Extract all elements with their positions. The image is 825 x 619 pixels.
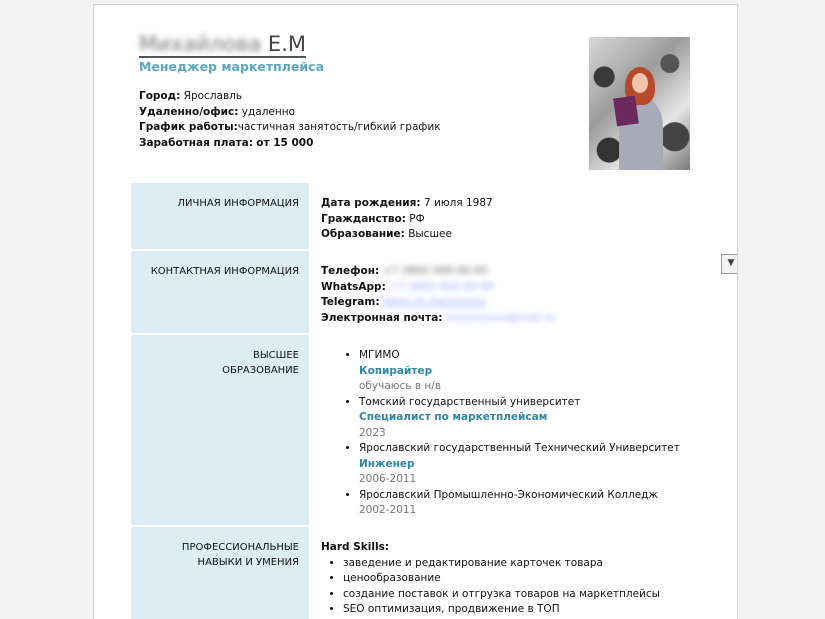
section-label: ПРОФЕССИОНАЛЬНЫЕ НАВЫКИ И УМЕНИЯ bbox=[131, 527, 309, 619]
list-item: • создание поставок и отгрузка товаров на маркетплейсы bbox=[343, 587, 701, 603]
resume-table bbox=[131, 181, 735, 619]
skills-list bbox=[321, 556, 701, 618]
section-label: КОНТАКТНАЯ ИНФОРМАЦИЯ bbox=[131, 251, 309, 333]
job-title: Менеджер маркетплейса bbox=[139, 59, 325, 74]
candidate-name: Михайлова Е.М bbox=[139, 32, 306, 56]
skills-row: ПРОФЕССИОНАЛЬНЫЕ НАВЫКИ И УМЕНИЯ Hard Skills: • заведение и редактирование карточек товара • ценообразование • создание поставок и отгрузка товаров на маркетплейсы • SEO оптимизация, продвижение в ТОП bbox=[131, 525, 701, 619]
personal-info-row: ЛИЧНАЯ ИНФОРМАЦИЯ Дата рождения: 7 июля 1987 Гражданство: РФ Образование: Высшее bbox=[131, 181, 701, 249]
list-item: • МГИМО Копирайтер обучаюсь в н/в bbox=[359, 348, 701, 395]
education-list bbox=[321, 348, 701, 519]
contact-info-row: КОНТАКТНАЯ ИНФОРМАЦИЯ Телефон: +7 (900) 000-00-00 WhatsApp: +7 (900) 000-00-00 Telegram: https://t.me/xxxxxx Электронная почта: xxxxxxxxxx@mail.ru ▼ bbox=[131, 249, 701, 333]
email-link[interactable]: xxxxxxxxxx@mail.ru bbox=[445, 311, 556, 324]
list-item: • Ярославский Промышленно-Экономический Колледж 2002-2011 bbox=[359, 488, 701, 519]
list-item: • ценообразование bbox=[343, 571, 701, 587]
list-item: • заведение и редактирование карточек товара bbox=[343, 556, 701, 572]
education-row bbox=[131, 333, 701, 525]
list-item: • Томский государственный университет Специалист по маркетплейсам 2023 bbox=[359, 395, 701, 442]
triangle-down-icon[interactable]: ▼ bbox=[721, 254, 738, 274]
list-item: • Ярославский государственный Технический Университет Инженер 2006-2011 bbox=[359, 441, 701, 488]
section-label: ЛИЧНАЯ ИНФОРМАЦИЯ bbox=[131, 183, 309, 249]
resume-page bbox=[93, 4, 738, 619]
profile-photo bbox=[589, 37, 690, 170]
list-item: • SEO оптимизация, продвижение в ТОП bbox=[343, 602, 701, 618]
telegram-link[interactable]: https://t.me/xxxxxx bbox=[382, 296, 486, 308]
basic-info: Город: Ярославль Удаленно/офис: удаленно График работы:частичная занятость/гибкий график Заработная плата: от 15 000 bbox=[139, 90, 441, 150]
section-label: ВЫСШЕЕ ОБРАЗОВАНИЕ bbox=[131, 335, 309, 525]
